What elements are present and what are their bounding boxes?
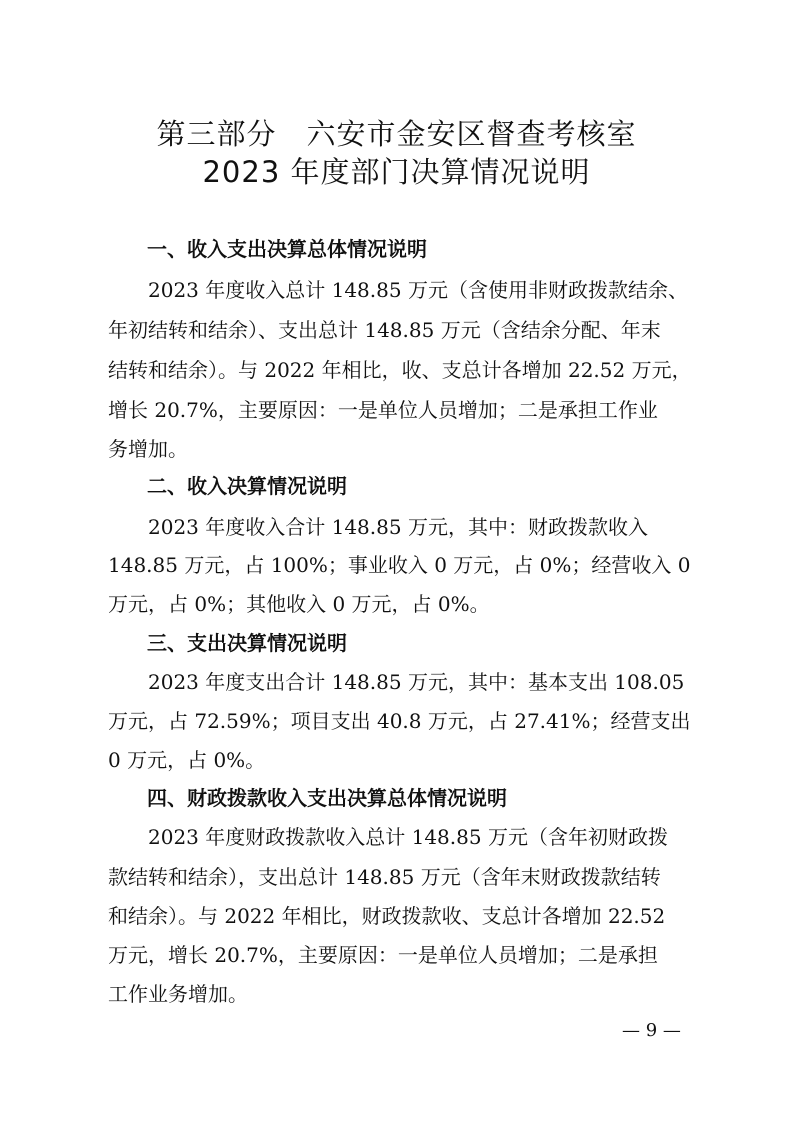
section-heading: 三、支出决算情况说明: [147, 631, 347, 655]
paragraph-line: 2023 年度收入总计 148.85 万元（含使用非财政拨款结余、: [148, 278, 688, 302]
paragraph-line: 2023 年度支出合计 148.85 万元，其中：基本支出 108.05: [148, 670, 685, 694]
paragraph-line: 款结转和结余），支出总计 148.85 万元（含年末财政拨款结转: [108, 865, 661, 889]
paragraph-line: 务增加。: [108, 437, 188, 461]
paragraph-line: 结转和结余）。与 2022 年相比，收、支总计各增加 22.52 万元，: [108, 358, 692, 382]
section-heading: 一、收入支出决算总体情况说明: [147, 237, 427, 261]
page-number: — 9 —: [622, 1020, 681, 1041]
page-title-line1: 第三部分 六安市金安区督查考核室: [156, 117, 637, 151]
paragraph-line: 工作业务增加。: [108, 982, 248, 1006]
paragraph-line: 2023 年度财政拨款收入总计 148.85 万元（含年初财政拨: [148, 825, 668, 849]
section-heading: 四、财政拨款收入支出决算总体情况说明: [147, 786, 507, 810]
paragraph-line: 年初结转和结余）、支出总计 148.85 万元（含结余分配、年末: [108, 318, 661, 342]
page-title-line2: 2023 年度部门决算情况说明: [202, 155, 591, 189]
section-heading: 二、收入决算情况说明: [147, 474, 347, 498]
paragraph-line: 和结余）。与 2022 年相比，财政拨款收、支总计各增加 22.52: [108, 904, 666, 928]
paragraph-line: 0 万元，占 0%。: [108, 748, 266, 772]
paragraph-line: 148.85 万元，占 100%；事业收入 0 万元，占 0%；经营收入 0: [108, 553, 691, 577]
paragraph-line: 万元，占 0%；其他收入 0 万元，占 0%。: [108, 592, 490, 616]
paragraph-line: 增长 20.7%，主要原因：一是单位人员增加；二是承担工作业: [108, 398, 658, 422]
paragraph-line: 2023 年度收入合计 148.85 万元，其中：财政拨款收入: [148, 515, 648, 539]
paragraph-line: 万元，增长 20.7%，主要原因：一是单位人员增加；二是承担: [108, 943, 658, 967]
paragraph-line: 万元，占 72.59%；项目支出 40.8 万元，占 27.41%；经营支出: [108, 709, 691, 733]
